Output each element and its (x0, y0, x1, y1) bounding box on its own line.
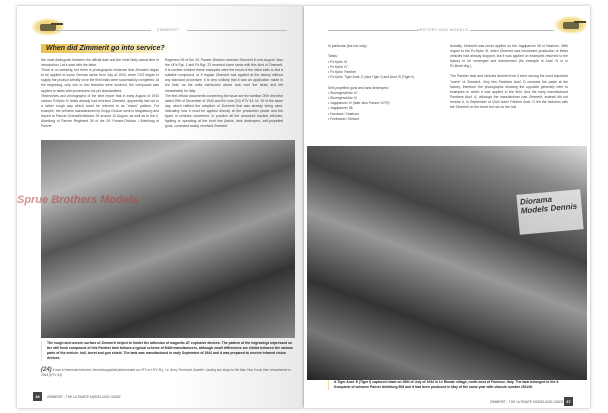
footnote-text: It was a Heerestechnisches Verordnungsblatt (abbreviated as HTV or HTV Bl.), i.e. Army Technical Gazette. Lasting two steps to the Mar-Year it was then renumbered in 1944 (HTV 44). (41, 368, 291, 377)
header-rule (328, 30, 418, 31)
tiger-tank-photo (307, 146, 587, 380)
paragraph: The Panther tank and vehicles derived from it were among the most important "users" of Zimmerit. Very few Panthers Ausf. D received the paste at the factory, therefore the photographs showing the opposite generally refer to examples to which it was applied in the field. And the early manufactured Panthers Ausf. A, although the manufacturer had Zimmerit, instead did not receive it. In September of 1944 some Panther Ausf. G left the factories with the Zimmerit on the turret but not on the hull. (450, 74, 568, 110)
tank-emblem-icon (31, 18, 65, 36)
header-rule (470, 30, 554, 31)
list-item: • Sturmgeschütz III (328, 90, 357, 95)
list-item: • Pz.Kpfw. III (328, 59, 348, 64)
text-column-2 (450, 44, 568, 136)
list-item: • Jagdpanzer 38 (328, 106, 353, 111)
right-page (304, 6, 590, 408)
list-item: • Pz.Kpfw. Tiger Ausf. E (aka Tiger I) and Ausf. B (Tiger II) (328, 75, 415, 80)
list-item: • Jagdpanzer IV (later also Panzer IV/70) (328, 101, 390, 106)
page-footer: ZIMMERIT - THE ULTIMATE MODELLING GUIDE (490, 400, 564, 404)
page-number: 46 (33, 392, 42, 401)
intro-text: In particular (but not only): (328, 44, 368, 48)
tanks-label: Tanks: (328, 54, 338, 59)
list-item: • Pz.Kpfw. Panther (328, 70, 357, 75)
watermark-sticker: Diorama Models Dennis (516, 189, 583, 234)
header-rule (187, 30, 287, 31)
list-item: • Hornisse / Nashorn (328, 111, 360, 116)
photo-caption: The rough and uneven surface of Zimmerit helped to hinder the adhesion of magnetic AT explosive devices. The pattern of the engravings impressed on the still fresh compound of this Panther tank follows a typical scheme of MAN manufacturers, although small differences are visible between the various parts of the vehicle: hull, turret and gun shield. The tank was manufactured in early September of 1944 and it was prepared to receive infrared vision devices. (41, 341, 295, 361)
paragraph: The first official documents concerning the issue are the familiar OKH directive dated 29th of December of 1943 and the note (24) HTV 44, Nr. 30 of the same day, which ratified the adoption of Zimmerit that was already being used, indicating how it must be applied directly at the production plants and the types of vehicles concerned. In practice all the armoured tracked vehicles, fighting or operating at the front line (tanks, tank destroyers, self-propelled guns, command tanks) received Zimmerit. (165, 93, 283, 129)
page-footer: ZIMMERIT - THE ULTIMATE MODELLING GUIDE (47, 395, 121, 399)
text-column-1 (41, 58, 159, 138)
paragraph: Testimonies and photographs of the time report that in early August of 1943 various PzKpfw IV tanks already had received Zimmerit, apparently laid out in a rather rough way which could be referred to as "chaos" pattern. For example, the vehicles manufactured by Krupp-Gruson werk in Magdeburg and issued to Panzer-Grenadierdivision 25 around 10 August, as well as to the II. Abteilung of Panzer Regiment 26 of the 26. Panzer-Division / Abteilung of Panzer (41, 93, 159, 129)
text-column-2 (165, 58, 283, 138)
section-title: When did Zimmerit go into service? (41, 44, 170, 53)
running-head: ZIMMERIT (157, 27, 179, 32)
paragraph: Regiment 26 of the 26. Panzer-Division received Zimmerit in mid-August. Also the LiPz.Rgt. 1 and Pz.Rgt. 23 received some tanks with this kind of Zimmerit. It is unclear whether these examples were the result of the initial trials to find a suitable compound, or if regular Zimmerit was applied at the factory without any standard procedure. It is very unlikely that it was an application made in the field, as the units mentioned above took over the tanks and left immediately for Italy. (165, 58, 283, 93)
paragraph: There is no certainty, but there is photographic evidence that Zimmerit began to be applied to some German tanks from July of 1943, when CKZ began to supply the product serially once the field trials were successfully completed. At the beginning, only one or two factories were involved, the compound was applied to tanks with procedures not yet standardised. (41, 68, 159, 93)
photo-caption: A Tiger Ausf. E (Tiger I) captured intact on 30th of July of 1944 in Le Rimate village, north-west of Florence, Italy. The tank belonged to the 3. Kompanie of schwere Panzer Abteilung 508 and it had been produced in May of the same year with chassis number 251190. (328, 380, 568, 390)
list-item: • Sturmgeschütz IV (328, 96, 357, 101)
footnote-number: (24) (41, 367, 52, 373)
left-page (17, 6, 303, 408)
running-head: HISTORY AND MODELS (418, 27, 469, 32)
watermark: Sprue Brothers Models (17, 194, 139, 206)
list-item: • Ferdinand / Elefant (328, 116, 359, 121)
list-item: • Pz.Kpfw. IV (328, 64, 348, 69)
footnote (41, 368, 296, 378)
vehicle-list (328, 44, 446, 122)
tank-emblem-icon (554, 16, 588, 34)
paragraph: We must distinguish between the official date and the most likely actual time of introduction. Let's start with the latter. (41, 58, 159, 68)
spg-label: Self-propelled guns and tank destroyers: (328, 85, 389, 90)
page-number: 47 (564, 397, 573, 406)
header-rule (55, 30, 151, 31)
paragraph: Actually, Zimmerit was never applied on the Jagdpanzer 38 or Nashorn. With regard to the Pz.Kpfw. III, when Zimmerit was introduced production of these vehicles had already stopped, but it was applied on examples returned to the factory to be revamped and transformed (for example in Ausf. N or in Pz.Beob.Wg.). (450, 44, 568, 69)
panther-zimmerit-photo (41, 140, 295, 338)
